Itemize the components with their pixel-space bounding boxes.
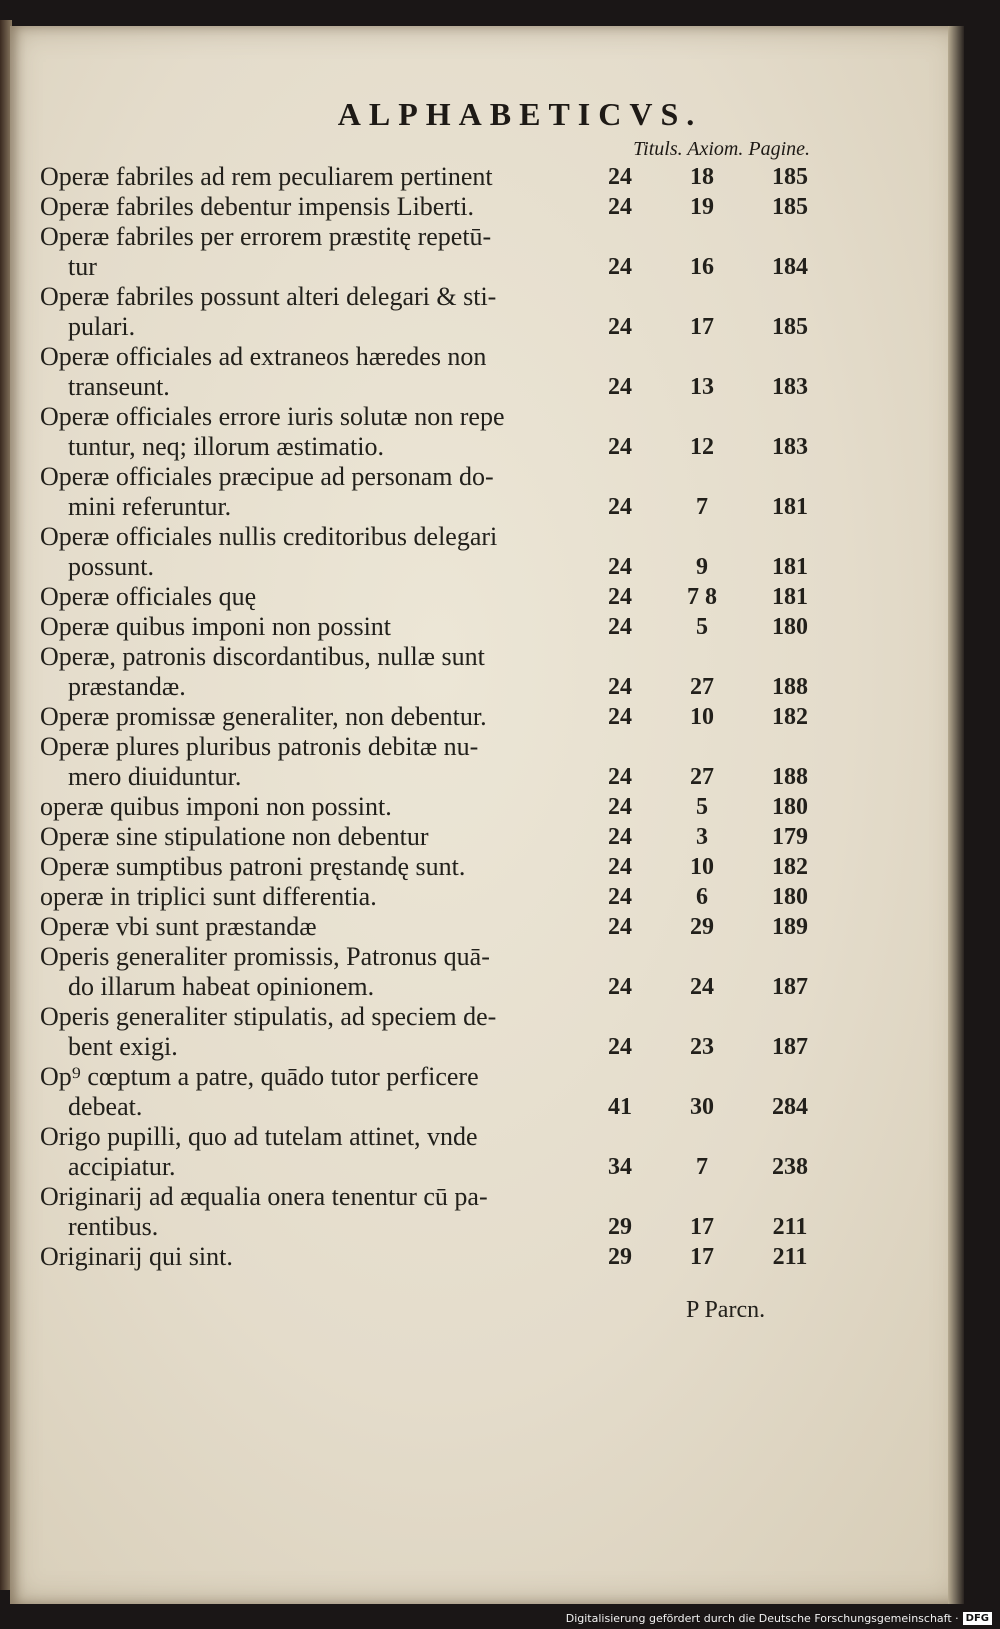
- index-entry: [40, 1062, 840, 1122]
- titulus-number: 24: [608, 1034, 632, 1060]
- entry-text-continuation: pulari.: [68, 312, 136, 341]
- entry-text: Operæ promissæ generaliter, non debentur.: [40, 702, 487, 731]
- index-entry: [40, 882, 840, 912]
- dfg-logo: DFG: [963, 1612, 992, 1625]
- entry-text-continuation: possunt.: [68, 552, 154, 581]
- titulus-number: 24: [608, 614, 632, 640]
- index-entry: [40, 162, 840, 192]
- entry-references: [588, 432, 840, 462]
- entry-text-continuation: transeunt.: [68, 372, 170, 401]
- entry-text-continuation: præstandæ.: [68, 672, 186, 701]
- pagina-number: 183: [772, 434, 808, 460]
- axioma-number: 30: [690, 1094, 714, 1120]
- index-entry: [40, 462, 840, 522]
- pagina-number: 181: [772, 554, 808, 580]
- entry-references: [588, 582, 840, 612]
- index-entry: [40, 852, 840, 882]
- index-entry: [40, 1182, 840, 1242]
- entry-text: Origo pupilli, quo ad tutelam attinet, vnde: [40, 1122, 478, 1151]
- titulus-number: 24: [608, 554, 632, 580]
- axioma-number: 27: [690, 674, 714, 700]
- pagina-number: 185: [772, 164, 808, 190]
- pagina-number: 179: [772, 824, 808, 850]
- axioma-number: 19: [690, 194, 714, 220]
- entry-text: Operæ officiales præcipue ad personam do-: [40, 462, 494, 491]
- entry-text: Operæ fabriles debentur impensis Liberti.: [40, 192, 474, 221]
- entry-text-continuation: do illarum habeat opinionem.: [68, 972, 375, 1001]
- footer-text: Digitalisierung gefördert durch die Deutsche Forschungsgemeinschaft ·: [565, 1612, 959, 1625]
- axioma-number: 6: [696, 884, 708, 910]
- index-entry: [40, 582, 840, 612]
- axioma-number: 9: [696, 554, 708, 580]
- titulus-number: 24: [608, 674, 632, 700]
- pagina-number: 185: [772, 314, 808, 340]
- entry-text: Operis generaliter stipulatis, ad speciem de-: [40, 1002, 497, 1031]
- axioma-number: 17: [690, 314, 714, 340]
- titulus-number: 24: [608, 704, 632, 730]
- titulus-number: 24: [608, 494, 632, 520]
- pagina-number: 187: [772, 974, 808, 1000]
- index-entry: [40, 1002, 840, 1062]
- pagina-number: 187: [772, 1034, 808, 1060]
- entry-references: [588, 1032, 840, 1062]
- entry-text: Operæ fabriles ad rem peculiarem pertinent: [40, 162, 493, 191]
- column-header: Tituls. Axiom. Pagine.: [633, 138, 810, 160]
- index-entry: [40, 942, 840, 1002]
- pagina-number: 181: [772, 584, 808, 610]
- entry-references: [588, 612, 840, 642]
- axioma-number: 5: [696, 794, 708, 820]
- index-entry: [40, 822, 840, 852]
- entry-text: Operæ fabriles possunt alteri delegari & sti-: [40, 282, 497, 311]
- index-entry: [40, 642, 840, 702]
- entry-references: [588, 882, 840, 912]
- pagina-number: 284: [772, 1094, 808, 1120]
- axioma-number: 7 8: [687, 584, 717, 610]
- index-entry: [40, 402, 840, 462]
- pagina-number: 188: [772, 674, 808, 700]
- axioma-number: 23: [690, 1034, 714, 1060]
- pagina-number: 211: [772, 1244, 808, 1270]
- titulus-number: 24: [608, 254, 632, 280]
- titulus-number: 24: [608, 194, 632, 220]
- entry-text: Operæ sine stipulatione non debentur: [40, 822, 429, 851]
- entry-text: Operæ, patronis discordantibus, nullæ sunt: [40, 642, 485, 671]
- axioma-number: 13: [690, 374, 714, 400]
- entry-text: Originarij qui sint.: [40, 1242, 233, 1271]
- axioma-number: 17: [690, 1214, 714, 1240]
- titulus-number: 24: [608, 764, 632, 790]
- entry-references: [588, 1152, 840, 1182]
- pagina-number: 189: [772, 914, 808, 940]
- axioma-number: 3: [696, 824, 708, 850]
- digitization-footer: [566, 1612, 992, 1625]
- titulus-number: 24: [608, 854, 632, 880]
- entry-text-continuation: tur: [68, 252, 97, 281]
- entry-text: Operæ fabriles per errorem præstitę repetū-: [40, 222, 492, 251]
- index-entry: [40, 792, 840, 822]
- entry-text: operæ quibus imponi non possint.: [40, 792, 392, 821]
- axioma-number: 7: [696, 1154, 708, 1180]
- entry-references: [588, 972, 840, 1002]
- index-entry: [40, 282, 840, 342]
- entry-text: Originarij ad æqualia onera tenentur cū pa-: [40, 1182, 488, 1211]
- pagina-number: 180: [772, 794, 808, 820]
- titulus-number: 24: [608, 884, 632, 910]
- pagina-number: 183: [772, 374, 808, 400]
- entry-references: [588, 762, 840, 792]
- entry-references: [588, 672, 840, 702]
- entry-text: Operis generaliter promissis, Patronus quā-: [40, 942, 490, 971]
- entry-references: [588, 192, 840, 222]
- pagina-number: 180: [772, 884, 808, 910]
- titulus-number: 24: [608, 794, 632, 820]
- entry-references: [588, 162, 840, 192]
- pagina-number: 188: [772, 764, 808, 790]
- pagina-number: 182: [772, 854, 808, 880]
- pagina-number: 211: [772, 1214, 808, 1240]
- entry-text: Op⁹ cœptum a patre, quādo tutor perficere: [40, 1062, 479, 1091]
- titulus-number: 29: [608, 1214, 632, 1240]
- index-entry: [40, 1242, 840, 1272]
- entry-references: [588, 792, 840, 822]
- entry-text-continuation: debeat.: [68, 1092, 143, 1121]
- axioma-number: 16: [690, 254, 714, 280]
- entry-text-continuation: tuntur, neq; illorum æstimatio.: [68, 432, 384, 461]
- axioma-number: 17: [690, 1244, 714, 1270]
- index-entry: [40, 1122, 840, 1182]
- pagina-number: 182: [772, 704, 808, 730]
- entry-references: [588, 1212, 840, 1242]
- pagina-number: 185: [772, 194, 808, 220]
- entry-references: [588, 372, 840, 402]
- axioma-number: 27: [690, 764, 714, 790]
- titulus-number: 29: [608, 1244, 632, 1270]
- titulus-number: 24: [608, 314, 632, 340]
- pagina-number: 180: [772, 614, 808, 640]
- pagina-number: 238: [772, 1154, 808, 1180]
- entry-references: [588, 312, 840, 342]
- entry-references: [588, 492, 840, 522]
- axioma-number: 10: [690, 704, 714, 730]
- index-entry: [40, 702, 840, 732]
- entry-text-continuation: mini referuntur.: [68, 492, 232, 521]
- titulus-number: 24: [608, 974, 632, 1000]
- entry-text-continuation: rentibus.: [68, 1212, 159, 1241]
- titulus-number: 41: [608, 1094, 632, 1120]
- entry-text: Operæ officiales quę: [40, 582, 257, 611]
- pagina-number: 181: [772, 494, 808, 520]
- titulus-number: 24: [608, 374, 632, 400]
- titulus-number: 24: [608, 824, 632, 850]
- entry-text: Operæ officiales ad extraneos hæredes non: [40, 342, 487, 371]
- titulus-number: 24: [608, 584, 632, 610]
- entry-text: Operæ officiales errore iuris solutæ non repe: [40, 402, 505, 431]
- catchword: P Parcn.: [686, 1297, 766, 1323]
- index-entry: [40, 192, 840, 222]
- axioma-number: 5: [696, 614, 708, 640]
- entry-text-continuation: mero diuiduntur.: [68, 762, 242, 791]
- entry-text: operæ in triplici sunt differentia.: [40, 882, 377, 911]
- axioma-number: 29: [690, 914, 714, 940]
- entry-references: [588, 912, 840, 942]
- entry-references: [588, 822, 840, 852]
- entry-text-continuation: bent exigi.: [68, 1032, 178, 1061]
- axioma-number: 24: [690, 974, 714, 1000]
- index-entries: [40, 162, 840, 1272]
- index-entry: [40, 342, 840, 402]
- titulus-number: 24: [608, 164, 632, 190]
- pagina-number: 184: [772, 254, 808, 280]
- axioma-number: 12: [690, 434, 714, 460]
- index-entry: [40, 612, 840, 642]
- entry-text-continuation: accipiatur.: [68, 1152, 176, 1181]
- entry-text: Operæ officiales nullis creditoribus delegari: [40, 522, 498, 551]
- index-entry: [40, 912, 840, 942]
- index-entry: [40, 732, 840, 792]
- index-entry: [40, 222, 840, 282]
- entry-references: [588, 1092, 840, 1122]
- axioma-number: 10: [690, 854, 714, 880]
- index-entry: [40, 522, 840, 582]
- page-gutter-shadow: [948, 26, 964, 1604]
- running-head: ALPHABETICVS.: [337, 96, 703, 132]
- axioma-number: 18: [690, 164, 714, 190]
- entry-references: [588, 852, 840, 882]
- titulus-number: 34: [608, 1154, 632, 1180]
- titulus-number: 24: [608, 434, 632, 460]
- entry-references: [588, 702, 840, 732]
- entry-text: Operæ vbi sunt præstandæ: [40, 912, 317, 941]
- axioma-number: 7: [696, 494, 708, 520]
- entry-text: Operæ plures pluribus patronis debitæ nu-: [40, 732, 479, 761]
- entry-references: [588, 1242, 840, 1272]
- titulus-number: 24: [608, 914, 632, 940]
- entry-text: Operæ sumptibus patroni pręstandę sunt.: [40, 852, 466, 881]
- entry-references: [588, 252, 840, 282]
- entry-text: Operæ quibus imponi non possint: [40, 612, 392, 641]
- entry-references: [588, 552, 840, 582]
